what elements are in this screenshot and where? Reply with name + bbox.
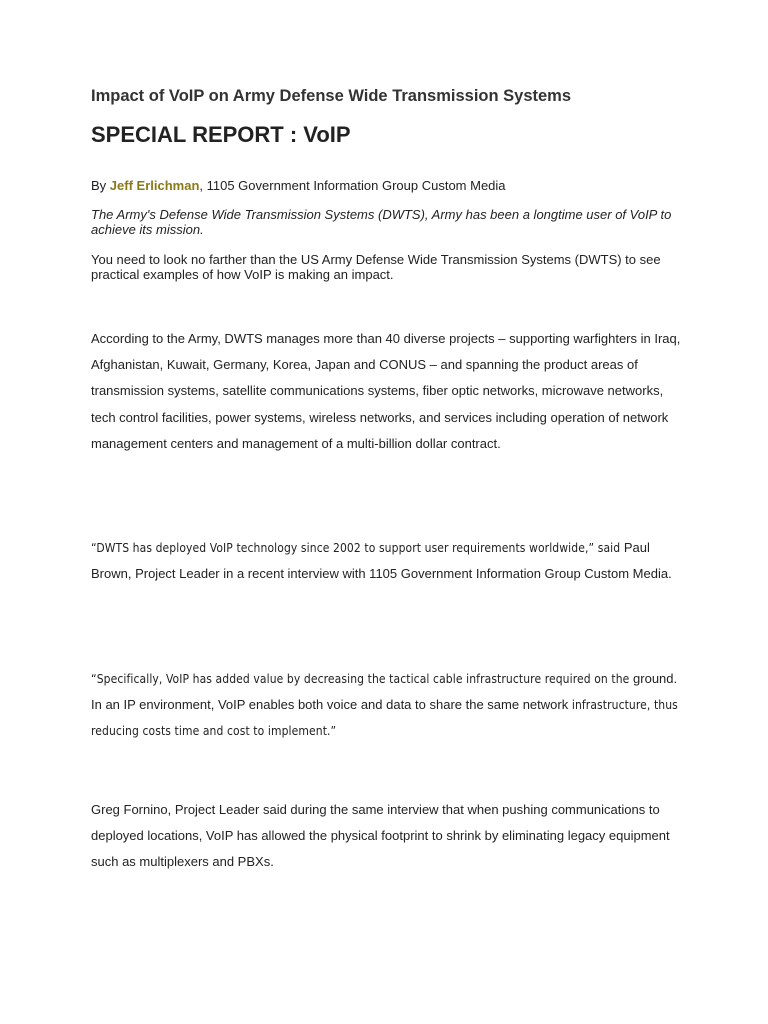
quote-value-start: “Specifically, VoIP has added value by decreasing the tactical cable infrastructure required on the <box>91 672 630 686</box>
body-paragraph-1: According to the Army, DWTS manages more than 40 diverse projects – supporting warfighters in Iraq, Afghanistan, Kuwait, Germany, Korea, Japan and CONUS – and spanning the product areas of transmission systems, satellite communications systems, fiber optic networks, microwave networks, tech control facilities, power systems, wireless networks, and services including operation of network management centers and management of a multi-billion dollar contract. <box>91 331 681 451</box>
body-paragraph-2 <box>91 535 691 587</box>
article-heading: Impact of VoIP on Army Defense Wide Transmission Systems <box>91 87 572 105</box>
report-title: SPECIAL REPORT : VoIP <box>91 122 351 147</box>
body-paragraph-3 <box>91 666 691 745</box>
byline-prefix: By <box>91 178 110 193</box>
intro-paragraph: The Army's Defense Wide Transmission Systems (DWTS), Army has been a longtime user of VoIP to achieve its mission. <box>91 207 672 237</box>
byline <box>91 177 691 194</box>
lead-paragraph: You need to look no farther than the US Army Defense Wide Transmission Systems (DWTS) to see practical examples of how VoIP is making an impact. <box>91 252 661 282</box>
author-name[interactable]: Jeff Erlichman <box>109 178 200 193</box>
byline-affiliation: , 1105 Government Information Group Custom Media <box>199 178 506 193</box>
quote-value-end: infrastructure, thus reducing costs time and cost to implement.” <box>91 698 678 739</box>
body-paragraph-4: Greg Fornino, Project Leader said during the same interview that when pushing communications to deployed locations, VoIP has allowed the physical footprint to shrink by eliminating legacy equipment such as multiplexers and PBXs. <box>91 802 670 870</box>
quote-brown-attribution: Paul Brown, Project Leader in a recent interview with 1105 Government Information Group Custom Media. <box>91 540 672 582</box>
quote-value-middle: ground. In an IP environment, VoIP enables both voice and data to share the same network <box>91 671 678 713</box>
quote-brown: “DWTS has deployed VoIP technology since 2002 to support user requirements worldwide,” said <box>91 541 621 555</box>
